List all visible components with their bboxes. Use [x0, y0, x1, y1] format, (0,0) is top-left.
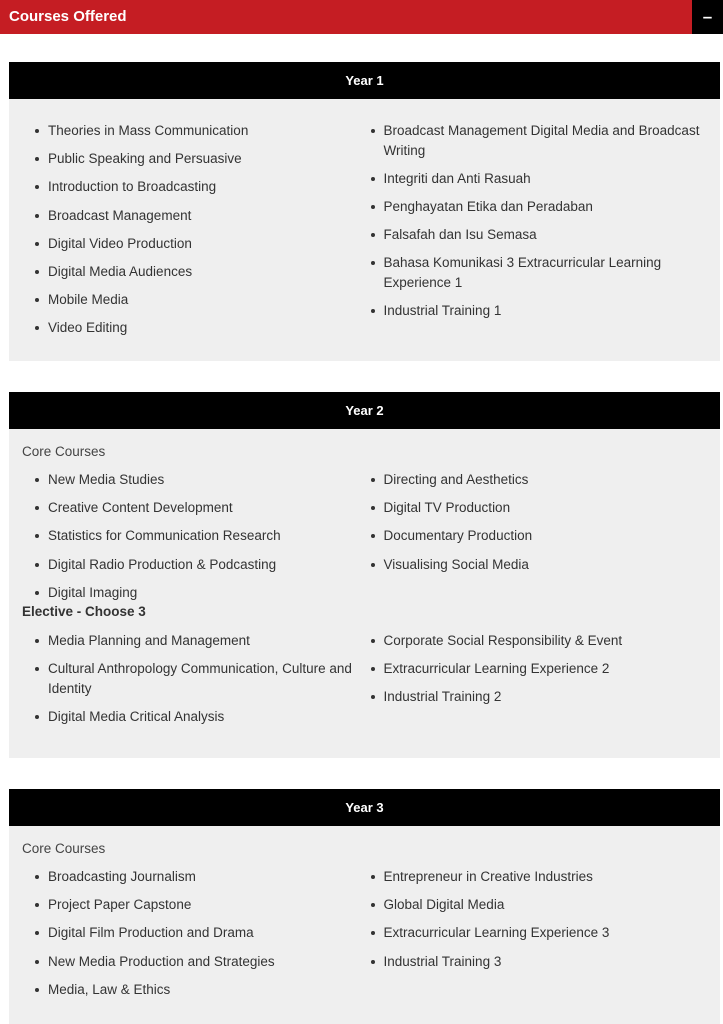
course-item: Industrial Training 2 [358, 687, 707, 707]
year-2-core-left-list [22, 470, 358, 602]
year-2-section [9, 392, 720, 758]
course-item: Digital Video Production [22, 234, 358, 254]
year-3-core-right-list [358, 867, 707, 971]
course-item: Industrial Training 1 [358, 301, 707, 321]
course-item: Visualising Social Media [358, 555, 707, 575]
course-item: Digital Film Production and Drama [22, 923, 358, 943]
core-courses-label: Core Courses [22, 444, 106, 459]
course-item: Broadcast Management Digital Media and Broadcast Writing [358, 121, 707, 160]
course-item: Broadcasting Journalism [22, 867, 358, 887]
course-item: Public Speaking and Persuasive [22, 149, 358, 169]
minus-icon: – [702, 7, 713, 26]
year-2-elective-right-list [358, 631, 707, 707]
course-item: Cultural Anthropology Communication, Culture and Identity [22, 659, 358, 698]
year-2-core-right-list [358, 470, 707, 574]
course-item: Theories in Mass Communication [22, 121, 358, 141]
course-item: New Media Production and Strategies [22, 952, 358, 972]
accordion-header[interactable] [0, 0, 723, 34]
course-item: Directing and Aesthetics [358, 470, 707, 490]
course-item: Corporate Social Responsibility & Event [358, 631, 707, 651]
year-3-title: Year 3 [9, 789, 720, 826]
course-item: Industrial Training 3 [358, 952, 707, 972]
accordion-title: Courses Offered [9, 8, 127, 25]
year-3-core-left-list [22, 867, 358, 999]
elective-label: Elective - Choose 3 [22, 603, 146, 619]
course-item: Project Paper Capstone [22, 895, 358, 915]
course-item: New Media Studies [22, 470, 358, 490]
course-item: Extracurricular Learning Experience 2 [358, 659, 707, 679]
core-courses-label: Core Courses [22, 841, 106, 856]
year-1-title: Year 1 [9, 62, 720, 99]
year-1-left-list [22, 121, 358, 338]
course-item: Creative Content Development [22, 498, 358, 518]
course-item: Digital Media Critical Analysis [22, 707, 358, 727]
course-item: Penghayatan Etika dan Peradaban [358, 197, 707, 217]
course-item: Introduction to Broadcasting [22, 177, 358, 197]
year-1-section [9, 62, 720, 361]
course-item: Global Digital Media [358, 895, 707, 915]
course-item: Integriti dan Anti Rasuah [358, 169, 707, 189]
course-item: Entrepreneur in Creative Industries [358, 867, 707, 887]
course-item: Extracurricular Learning Experience 3 [358, 923, 707, 943]
year-2-elective-left-list [22, 631, 358, 726]
course-item: Statistics for Communication Research [22, 526, 358, 546]
course-item: Bahasa Komunikasi 3 Extracurricular Learning Experience 1 [358, 253, 707, 292]
year-3-section [9, 789, 720, 1024]
course-item: Digital Radio Production & Podcasting [22, 555, 358, 575]
course-item: Media, Law & Ethics [22, 980, 358, 1000]
course-item: Mobile Media [22, 290, 358, 310]
course-item: Digital Imaging [22, 583, 358, 603]
course-item: Video Editing [22, 318, 358, 338]
course-item: Broadcast Management [22, 206, 358, 226]
course-item: Media Planning and Management [22, 631, 358, 651]
year-1-right-list [358, 121, 707, 320]
course-item: Falsafah dan Isu Semasa [358, 225, 707, 245]
collapse-toggle-button[interactable] [692, 0, 723, 34]
course-item: Digital Media Audiences [22, 262, 358, 282]
year-2-title: Year 2 [9, 392, 720, 429]
course-item: Digital TV Production [358, 498, 707, 518]
course-item: Documentary Production [358, 526, 707, 546]
